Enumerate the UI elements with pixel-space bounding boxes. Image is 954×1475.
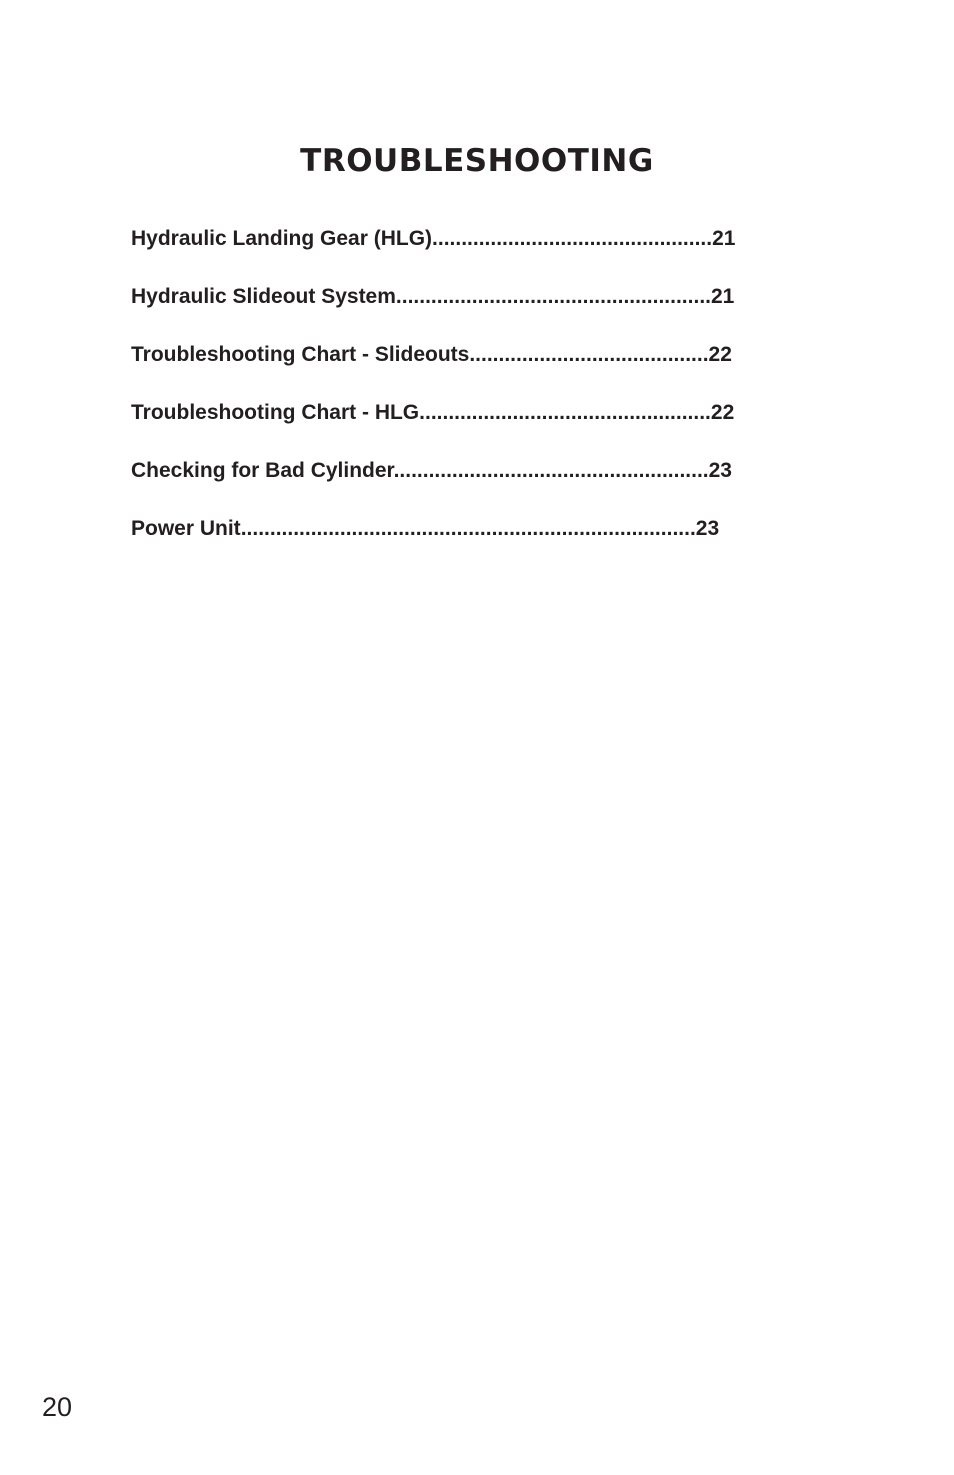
toc-entry-checking-for-bad-cylinder[interactable] — [131, 456, 831, 514]
toc-leader-dots: .............................................................................. — [240, 517, 696, 540]
toc-entry-troubleshooting-chart-hlg[interactable] — [131, 398, 831, 456]
toc-entry-power-unit[interactable] — [131, 514, 831, 572]
toc-leader-dots: .................................................. — [419, 401, 711, 424]
toc-entry-page: 21 — [710, 285, 735, 308]
toc-entry-hydraulic-slideout-system[interactable] — [131, 282, 831, 340]
toc-entry-label: Hydraulic Landing Gear (HLG) — [131, 227, 433, 250]
toc-entry-page: 22 — [710, 401, 735, 424]
toc-entry-page: 23 — [708, 459, 732, 482]
toc-entry-page: 21 — [712, 227, 736, 250]
toc-entry-label: Checking for Bad Cylinder — [131, 459, 394, 482]
toc-leader-dots: ......................................... — [469, 343, 709, 366]
toc-leader-dots: ................................................ — [432, 227, 713, 250]
toc-entry-label: Hydraulic Slideout System — [131, 285, 396, 308]
toc-entry-hydraulic-landing-gear[interactable] — [131, 224, 831, 282]
toc-leader-dots: ...................................................... — [393, 459, 709, 482]
toc-entry-page: 22 — [708, 343, 732, 366]
toc-entry-label: Troubleshooting Chart - Slideouts — [131, 343, 470, 366]
page-number: 20 — [42, 1392, 73, 1422]
toc-entry-troubleshooting-chart-slideouts[interactable] — [131, 340, 831, 398]
toc-leader-dots: ...................................................... — [395, 285, 711, 308]
toc-entry-page: 23 — [695, 517, 720, 540]
page-title: TROUBLESHOOTING — [300, 143, 654, 179]
toc-entry-label: Troubleshooting Chart - HLG — [131, 401, 420, 424]
table-of-contents — [131, 224, 831, 572]
toc-entry-label: Power Unit — [131, 517, 241, 540]
